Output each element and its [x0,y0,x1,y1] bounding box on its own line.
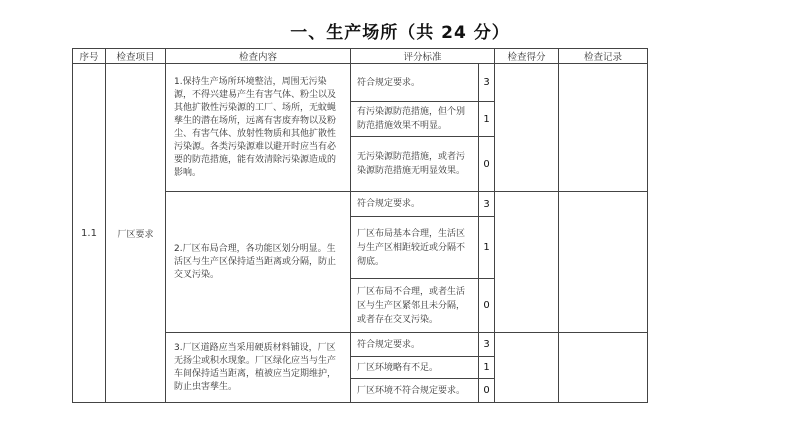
criteria-text: 厂区布局基本合理，生活区与生产区相距较近或分隔不彻底。 [351,217,479,279]
criteria-text: 厂区环境不符合规定要求。 [351,379,479,403]
record-input-1[interactable] [559,64,648,192]
criteria-score: 0 [479,279,495,333]
header-content: 检查内容 [166,49,351,64]
table-header-row [73,49,648,64]
criteria-text: 有污染源防范措施，但个别防范措施效果不明显。 [351,102,479,137]
inspection-table [72,48,648,403]
criteria-score: 1 [479,217,495,279]
criteria-text: 厂区环境略有不足。 [351,357,479,379]
check-content-3: 3.厂区道路应当采用硬质材料铺设，厂区无扬尘或积水现象。厂区绿化应当与生产车间保持适当距离，植被应当定期维护，防止虫害孳生。 [166,333,351,403]
score-input-1[interactable] [495,64,559,192]
criteria-text: 厂区布局不合理，或者生活区与生产区紧邻且未分隔，或者存在交叉污染。 [351,279,479,333]
criteria-text: 符合规定要求。 [351,64,479,102]
criteria-score: 3 [479,333,495,357]
criteria-score: 0 [479,379,495,403]
section-number: 1.1 [73,64,106,403]
criteria-score: 3 [479,192,495,217]
criteria-text: 符合规定要求。 [351,192,479,217]
criteria-text: 无污染源防范措施，或者污染源防范措施无明显效果。 [351,137,479,192]
table-row [73,64,648,102]
criteria-score: 0 [479,137,495,192]
header-criteria: 评分标准 [351,49,495,64]
header-seq: 序号 [73,49,106,64]
criteria-text: 符合规定要求。 [351,333,479,357]
header-score: 检查得分 [495,49,559,64]
header-record: 检查记录 [559,49,648,64]
score-input-2[interactable] [495,192,559,333]
header-item: 检查项目 [106,49,166,64]
record-input-3[interactable] [559,333,648,403]
section-item: 厂区要求 [106,64,166,403]
page-title: 一、生产场所（共 24 分） [290,23,510,43]
criteria-score: 1 [479,102,495,137]
check-content-2: 2.厂区布局合理，各功能区划分明显。生活区与生产区保持适当距离或分隔，防止交叉污染。 [166,192,351,333]
check-content-1: 1.保持生产场所环境整洁，周围无污染源，不得兴建易产生有害气体、粉尘以及其他扩散性污染源的工厂、场所，无蚊蝇孳生的潜在场所，远离有害废弃物以及粉尘、有害气体、放射性物质和其他扩散性污染源。各类污染源难以避开时应当有必要的防范措施，能有效清除污染源造成的影响。 [166,64,351,192]
criteria-score: 1 [479,357,495,379]
criteria-score: 3 [479,64,495,102]
record-input-2[interactable] [559,192,648,333]
score-input-3[interactable] [495,333,559,403]
